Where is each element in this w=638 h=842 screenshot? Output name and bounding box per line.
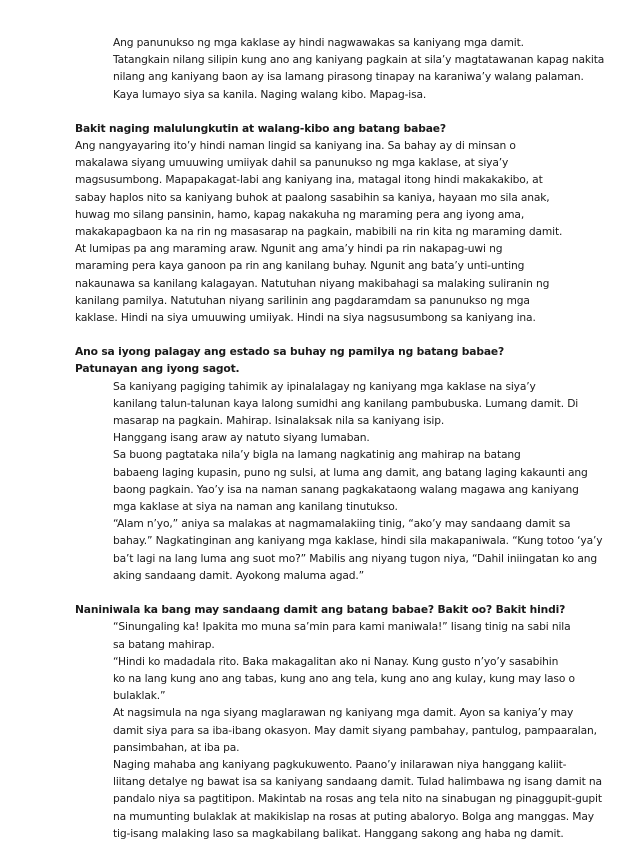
text-line: Naging mahaba ang kaniyang pagkukuwento. Paano’y inilarawan niya hanggang kaliit-: [113, 757, 567, 771]
text-line: At lumipas pa ang maraming araw. Ngunit ang ama’y hindi pa rin nakapag-uwi ng: [75, 242, 503, 256]
story-paragraph: [75, 34, 605, 103]
text-line: “Alam n’yo,” aniya sa malakas at nagmamalakiing tinig, “ako’y may sandaang damit sa: [113, 517, 571, 531]
discussion-question: [75, 120, 590, 137]
story-paragraph: [75, 704, 597, 756]
story-paragraph: [75, 653, 590, 705]
text-line: liitang detalye ng bawat isa sa kaniyang sandaang damit. Tulad halimbawa ng isang damit na: [113, 775, 602, 789]
text-line: pandalo niya sa pagtitipon. Makintab na rosas ang tela nito na sinabugan ng pinaggupit-gupit: [113, 792, 602, 806]
story-paragraph: [75, 446, 590, 515]
story-paragraph: [75, 137, 590, 326]
text-line: Bakit naging malulungkutin at walang-kibo ang batang babae?: [75, 121, 446, 135]
text-line: Hanggang isang araw ay natuto siyang lumaban.: [113, 431, 370, 445]
story-paragraph: [75, 378, 590, 430]
text-line: ba’t lagi na lang luma ang suot mo?” Mabilis ang niyang tugon niya, “Dahil iniingatan ko ang: [113, 551, 598, 565]
text-line: na mumunting bulaklak at makikislap na rosas at puting abaloryo. Bolga ang manggas. May: [113, 809, 594, 823]
text-line: bulaklak.”: [113, 689, 166, 703]
text-line: pansimbahan, at iba pa.: [113, 740, 240, 754]
text-line: baong pagkain. Yao’y isa na naman sanang pagkakataong walang magawa ang kaniyang: [113, 482, 579, 496]
text-line: maraming pera kaya ganoon pa rin ang kanilang buhay. Ngunit ang bata’y unti-unting: [75, 259, 525, 273]
text-line: “Sinungaling ka! Ipakita mo muna sa’min para kami maniwala!” Iisang tinig na sabi nila: [113, 620, 571, 634]
text-line: kanilang pamilya. Natutuhan niyang sarilinin ang pagdaramdam sa panunukso ng mga: [75, 293, 530, 307]
text-line: sa batang mahirap.: [113, 637, 215, 651]
text-line: babaeng laging kupasin, puno ng sulsi, at luma ang damit, ang batang laging kakaunti ang: [113, 465, 588, 479]
text-line: Kaya lumayo siya sa kanila. Naging walang kibo. Mapag-isa.: [113, 87, 427, 101]
text-line: ko na lang kung ano ang tabas, kung ano ang tela, kung ano ang kulay, kung may laso o: [113, 671, 575, 685]
story-paragraph: [75, 618, 590, 652]
text-line: Ang nangyayaring ito’y hindi naman lingid sa kaniyang ina. Sa bahay ay di minsan o: [75, 139, 516, 153]
text-line: Ang panunukso ng mga kaklase ay hindi nagwawakas sa kaniyang mga damit.: [113, 36, 524, 49]
text-line: bahay.” Nagkatinginan ang kaniyang mga kaklase, hindi sila makapaniwala. “Kung totoo ‘ya’y: [113, 534, 603, 548]
text-line: nakaunawa sa kanilang kalagayan. Natutuhan niyang makibahagi sa malaking suliranin ng: [75, 276, 550, 290]
text-line: Sa buong pagtataka nila’y bigla na lamang nagkatinig ang mahirap na batang: [113, 448, 521, 462]
text-line: damit siya para sa iba-ibang okasyon. May damit siyang pambahay, pantulog, pampaaralan,: [113, 723, 597, 737]
text-line: kanilang talun-talunan kaya lalong sumidhi ang kanilang pambubuska. Lumang damit. Di: [113, 396, 579, 410]
story-paragraph: [75, 515, 603, 584]
text-line: Ano sa iyong palagay ang estado sa buhay ng pamilya ng batang babae?: [75, 345, 505, 359]
text-line: Tatangkain nilang silipin kung ano ang kaniyang pagkain at sila’y magtatawanan kapag nakita: [113, 53, 605, 67]
text-line: Naniniwala ka bang may sandaang damit ang batang babae? Bakit oo? Bakit hindi?: [75, 603, 566, 617]
text-line: nilang ang kaniyang baon ay isa lamang pirasong tinapay na karaniwa’y walang palaman.: [113, 70, 584, 84]
story-paragraph: [75, 756, 602, 842]
text-line: At nagsimula na nga siyang maglarawan ng kaniyang mga damit. Ayon sa kaniya’y may: [113, 706, 574, 720]
text-line: kaklase. Hindi na siya umuuwing umiiyak. Hindi na siya nagsusumbong sa kaniyang ina.: [75, 311, 536, 325]
discussion-question: [75, 601, 590, 618]
text-line: Patunayan ang iyong sagot.: [75, 362, 240, 376]
text-line: masarap na pagkain. Mahirap. Isinalaksak nila sa kaniyang isip.: [113, 414, 445, 428]
text-line: huwag mo silang pansinin, hamo, kapag nakakuha ng maraming pera ang iyong ama,: [75, 207, 525, 221]
text-line: magsusumbong. Mapapakagat-labi ang kaniyang ina, matagal itong hindi makakakibo, at: [75, 173, 543, 187]
story-paragraph: [75, 429, 590, 446]
text-line: mga kaklase at siya na naman ang kanilang tinutukso.: [113, 500, 398, 514]
text-line: Sa kaniyang pagiging tahimik ay ipinalalagay ng kaniyang mga kaklase na siya’y: [113, 379, 536, 393]
text-line: “Hindi ko madadala rito. Baka makagalitan ako ni Nanay. Kung gusto n’yo’y sasabihin: [113, 654, 559, 668]
text-line: aking sandaang damit. Ayokong maluma agad.”: [113, 568, 365, 582]
text-line: sabay haplos nito sa kaniyang buhok at paalong sasabihin sa kaniya, hayaan mo sila anak,: [75, 190, 550, 204]
text-line: makakapagbaon ka na rin ng masasarap na pagkain, mabibili na rin kita ng maraming damit.: [75, 225, 563, 239]
text-line: tig-isang malaking laso sa magkabilang balikat. Hanggang sakong ang haba ng damit.: [113, 826, 564, 840]
discussion-question: [75, 343, 590, 377]
text-line: makalawa siyang umuuwing umiiyak dahil sa panunukso ng mga kaklase, at siya’y: [75, 156, 509, 170]
